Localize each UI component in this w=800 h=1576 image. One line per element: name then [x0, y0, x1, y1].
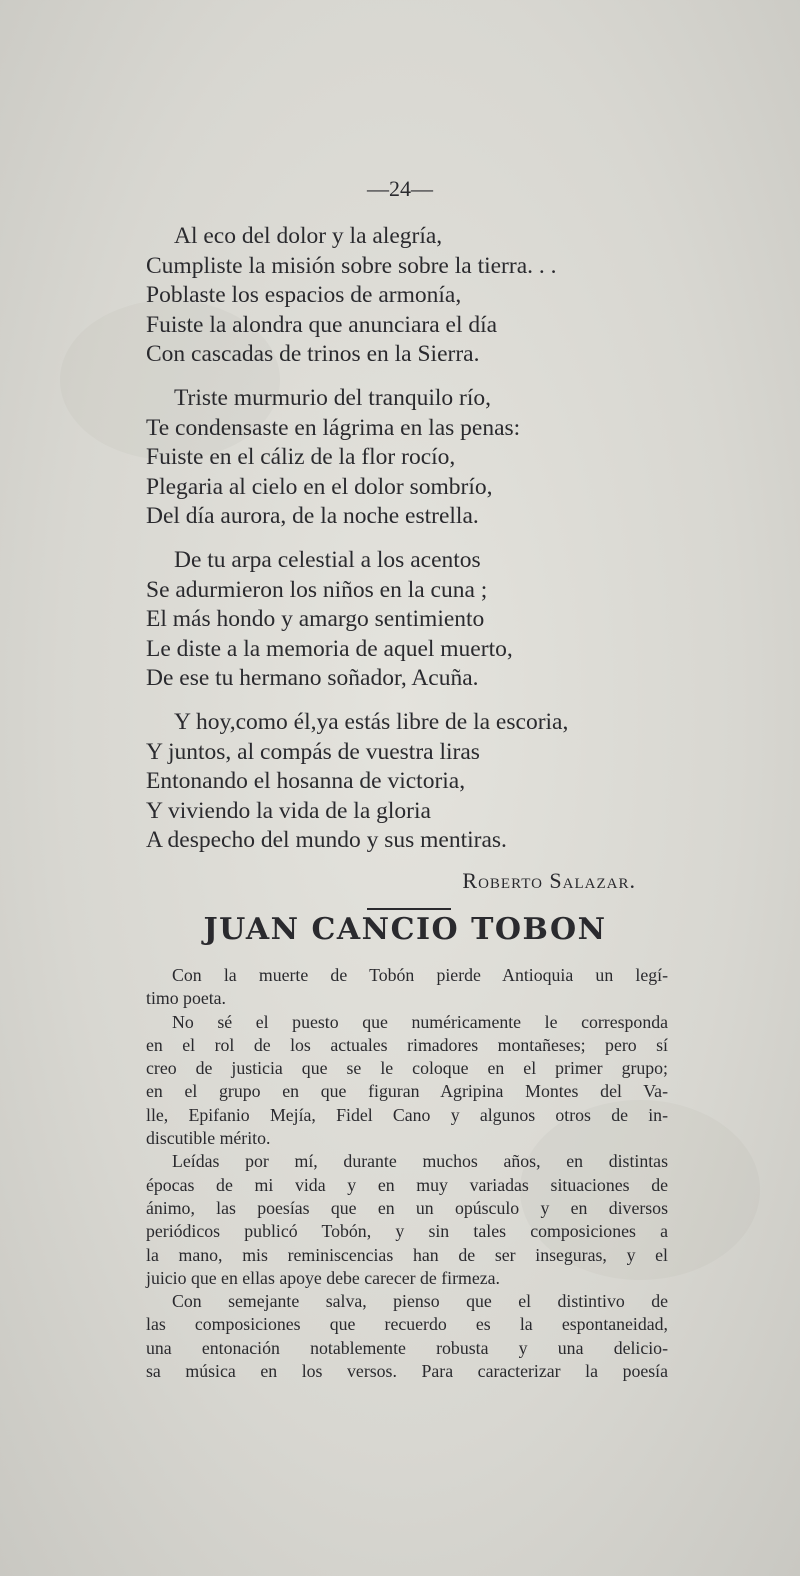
poem-verse: Y juntos, al compás de vuestra liras [146, 738, 480, 765]
poem [146, 222, 706, 870]
poem-verse: Se adurmieron los niños en la cuna ; [146, 576, 488, 603]
poem-verse: A despecho del mundo y sus mentiras. [146, 827, 507, 854]
poem-verse: Del día aurora, de la noche estrella. [146, 503, 479, 530]
poem-stanza [146, 222, 706, 370]
poem-verse: Poblaste los espacios de armonía, [146, 282, 462, 309]
page-number: —24— [367, 176, 433, 201]
poem-verse: De tu arpa celestial a los acentos [174, 546, 481, 573]
poem-verse: De ese tu hermano soñador, Acuña. [146, 665, 479, 692]
article-body [146, 964, 668, 1383]
article-line: No sé el puesto que numéricamente le corresponda [172, 1011, 668, 1032]
poem-stanza [146, 546, 706, 694]
article-line: creo de justicia que se le coloque en el primer grupo; [146, 1058, 668, 1079]
article-line: las composiciones que recuerdo es la espontaneidad, [146, 1314, 668, 1335]
article-paragraph [146, 964, 668, 1011]
poem-verse: Entonando el hosanna de victoria, [146, 768, 466, 795]
poem-verse: Te condensaste en lágrima en las penas: [146, 414, 521, 441]
article-paragraph [146, 1150, 668, 1290]
poem-verse: Le diste a la memoria de aquel muerto, [146, 635, 513, 662]
article-title: JUAN CANCIO TOBON [203, 912, 607, 947]
poem-verse: Y viviendo la vida de la gloria [146, 797, 431, 824]
article-line: sa música en los versos. Para caracterizar la poesía [146, 1361, 668, 1382]
poem-verse: Fuiste en el cáliz de la flor rocío, [146, 444, 456, 471]
article-line: periódicos publicó Tobón, y sin tales composiciones a [146, 1221, 668, 1242]
article-line: en el grupo en que figuran Agripina Montes del Va- [146, 1081, 668, 1102]
poem-verse: El más hondo y amargo sentimiento [146, 606, 485, 633]
article-line: timo poeta. [146, 988, 226, 1009]
poem-verse: Y hoy,como él,ya estás libre de la escoria, [174, 708, 569, 735]
section-divider [367, 908, 451, 910]
article-line: una entonación notablemente robusta y una delicio- [146, 1337, 668, 1358]
poem-stanza [146, 708, 706, 856]
article-line: la mano, mis reminiscencias han de ser inseguras, y el [146, 1244, 668, 1265]
poem-stanza [146, 384, 706, 532]
article-line: en el rol de los actuales rimadores montañeses; pero sí [146, 1034, 668, 1055]
article-line: discutible mérito. [146, 1128, 271, 1149]
article-paragraph [146, 1011, 668, 1151]
poem-verse: Cumpliste la misión sobre sobre la tierra. . . [146, 252, 557, 279]
article-paragraph [146, 1290, 668, 1383]
article-line: juicio que en ellas apoye debe carecer de firmeza. [146, 1267, 500, 1288]
poem-verse: Fuiste la alondra que anunciara el día [146, 311, 498, 338]
article-line: épocas de mi vida y en muy variadas situaciones de [146, 1174, 668, 1195]
article-line: lle, Epifanio Mejía, Fidel Cano y algunos otros de in- [146, 1104, 668, 1125]
article-line: ánimo, las poesías que en un opúsculo y en diversos [146, 1197, 668, 1218]
poem-verse: Con cascadas de trinos en la Sierra. [146, 341, 480, 368]
poem-verse: Al eco del dolor y la alegría, [174, 223, 443, 249]
poem-signature: Roberto Salazar. [462, 868, 636, 893]
poem-verse: Triste murmurio del tranquilo río, [174, 384, 492, 411]
article-line: Leídas por mí, durante muchos años, en distintas [172, 1151, 668, 1172]
article-line: Con la muerte de Tobón pierde Antioquia un legí- [172, 965, 668, 985]
article-line: Con semejante salva, pienso que el distintivo de [172, 1291, 668, 1312]
poem-verse: Plegaria al cielo en el dolor sombrío, [146, 473, 493, 500]
